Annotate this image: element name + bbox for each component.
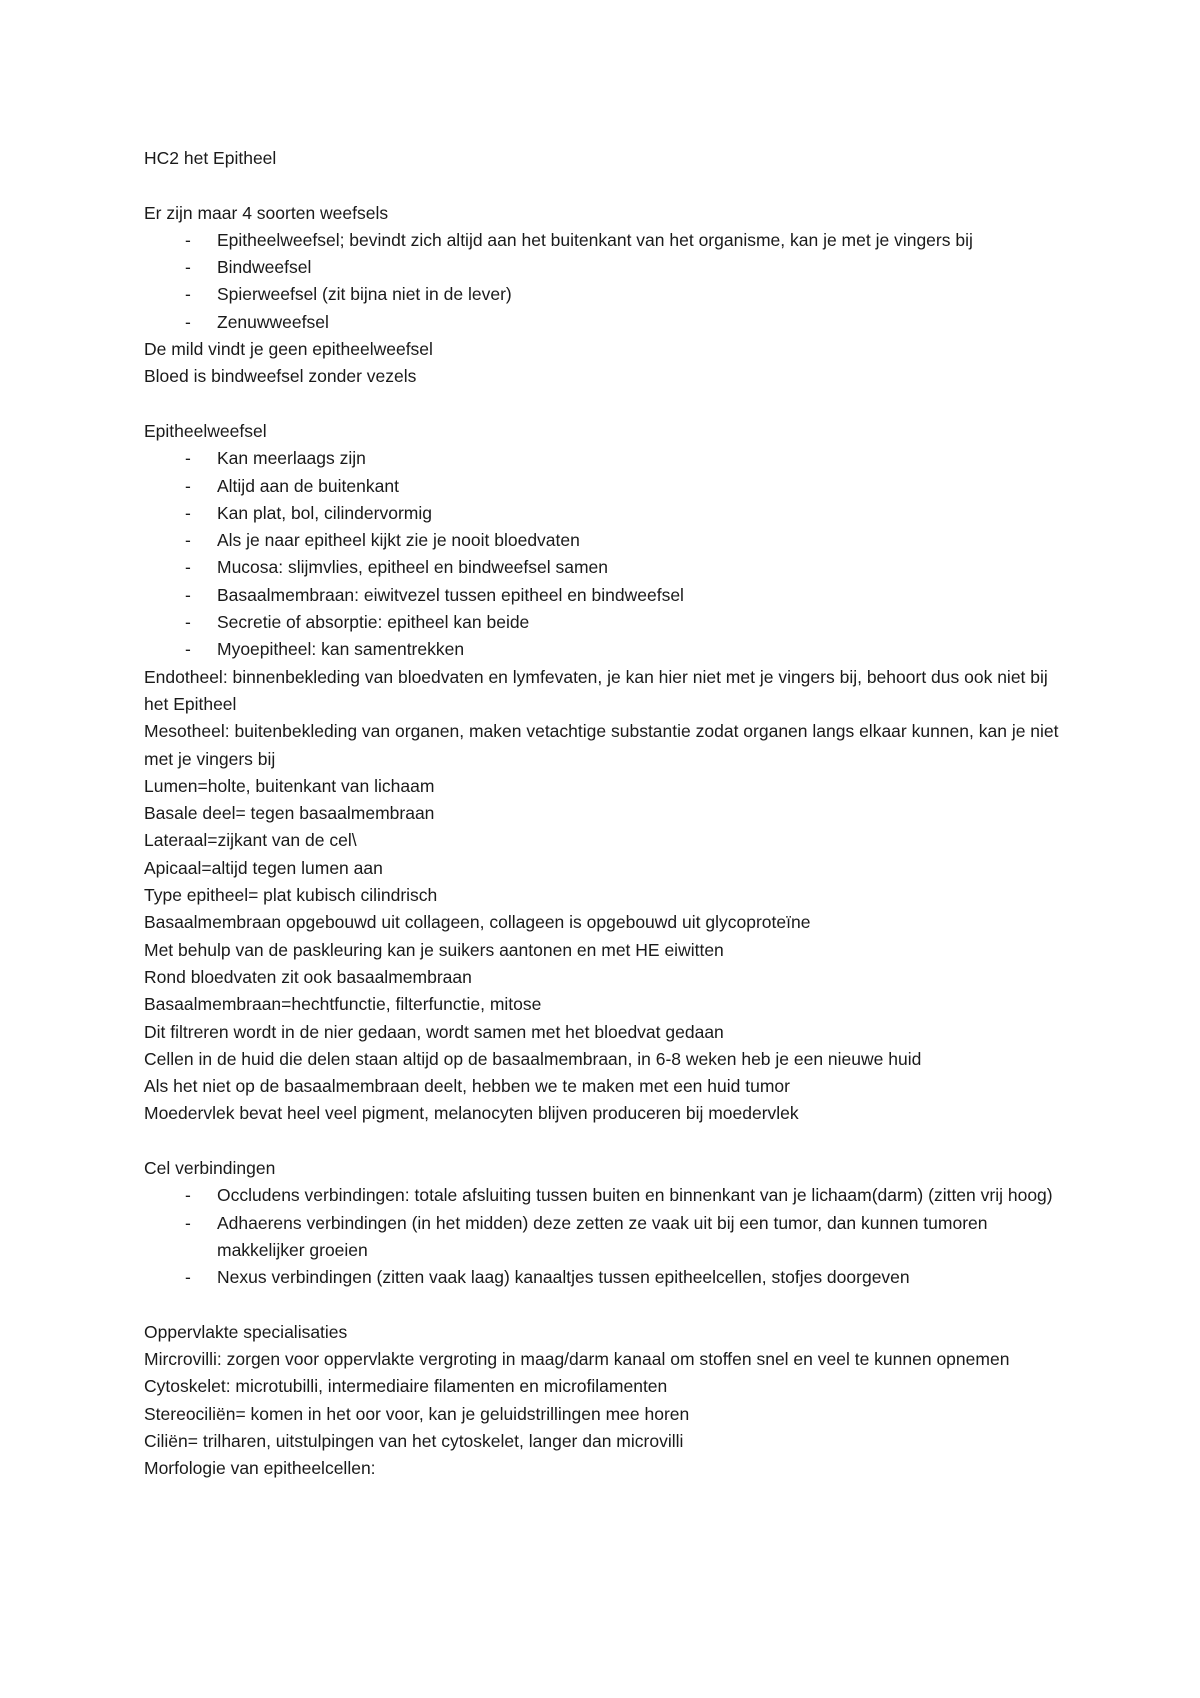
- list-item: [144, 582, 1064, 609]
- list-item-text: Nexus verbindingen (zitten vaak laag) kanaaltjes tussen epitheelcellen, stofjes doorgeven: [217, 1267, 910, 1288]
- document-page: [144, 145, 1064, 1483]
- tissue-types-list: [144, 227, 1064, 336]
- paragraph: Type epitheel= plat kubisch cilindrisch: [144, 885, 438, 906]
- paragraph: Endotheel: binnenbekleding van bloedvaten en lymfevaten, je kan hier niet met je vingers bij, behoort dus ook niet bij het Epitheel: [144, 666, 1048, 714]
- dash-bullet: -: [185, 584, 191, 605]
- epitheel-list: [144, 445, 1064, 663]
- list-item: [144, 473, 1064, 500]
- dash-bullet: -: [185, 530, 191, 551]
- list-item: [144, 527, 1064, 554]
- dash-bullet: -: [185, 475, 191, 496]
- list-item: [144, 227, 1064, 254]
- list-item-text: Als je naar epitheel kijkt zie je nooit bloedvaten: [217, 530, 580, 551]
- paragraph: Apicaal=altijd tegen lumen aan: [144, 857, 383, 878]
- dash-bullet: -: [185, 557, 191, 578]
- list-item: [144, 1182, 1064, 1209]
- list-item-text: Basaalmembraan: eiwitvezel tussen epitheel en bindweefsel: [217, 584, 684, 605]
- dash-bullet: -: [185, 311, 191, 332]
- paragraph: Morfologie van epitheelcellen:: [144, 1458, 376, 1479]
- dash-bullet: -: [185, 612, 191, 633]
- list-item: [144, 636, 1064, 663]
- paragraph: Als het niet op de basaalmembraan deelt, hebben we te maken met een huid tumor: [144, 1076, 790, 1097]
- intro-text: Er zijn maar 4 soorten weefsels: [144, 202, 389, 223]
- list-item-text: Mucosa: slijmvlies, epitheel en bindweefsel samen: [217, 557, 609, 578]
- list-item-text: Myoepitheel: kan samentrekken: [217, 639, 465, 660]
- list-item-text: Secretie of absorptie: epitheel kan beide: [217, 612, 530, 633]
- list-item-text: Altijd aan de buitenkant: [217, 475, 399, 496]
- dash-bullet: -: [185, 1267, 191, 1288]
- paragraph: Lateraal=zijkant van de cel\: [144, 830, 357, 851]
- paragraph: Rond bloedvaten zit ook basaalmembraan: [144, 966, 472, 987]
- list-item-text: Bindweefsel: [217, 257, 312, 278]
- paragraph: Bloed is bindweefsel zonder vezels: [144, 366, 417, 387]
- list-item-text: Spierweefsel (zit bijna niet in de lever): [217, 284, 512, 305]
- list-item-text: Adhaerens verbindingen (in het midden) deze zetten ze vaak uit bij een tumor, dan kunnen tumoren makkelijker groeien: [217, 1212, 988, 1260]
- document-title: HC2 het Epitheel: [144, 148, 277, 168]
- spacer: [144, 172, 1064, 199]
- list-item: [144, 1264, 1064, 1291]
- list-item-text: Epitheelweefsel; bevindt zich altijd aan het buitenkant van het organisme, kan je met je vingers bij: [217, 229, 973, 250]
- dash-bullet: -: [185, 639, 191, 660]
- paragraph: Basaalmembraan=hechtfunctie, filterfunctie, mitose: [144, 994, 542, 1015]
- paragraph: Mircrovilli: zorgen voor oppervlakte vergroting in maag/darm kanaal om stoffen snel en veel te kunnen opnemen: [144, 1349, 1010, 1370]
- list-item: [144, 609, 1064, 636]
- paragraph: Cellen in de huid die delen staan altijd op de basaalmembraan, in 6-8 weken heb je een nieuwe huid: [144, 1048, 922, 1069]
- section-heading-epitheel: Epitheelweefsel: [144, 420, 267, 441]
- list-item-text: Kan meerlaags zijn: [217, 448, 366, 469]
- paragraph: De mild vindt je geen epitheelweefsel: [144, 339, 433, 360]
- list-item-text: Zenuwweefsel: [217, 311, 329, 332]
- list-item: [144, 554, 1064, 581]
- section-heading-cel-verbindingen: Cel verbindingen: [144, 1157, 276, 1178]
- list-item: [144, 254, 1064, 281]
- paragraph: Met behulp van de paskleuring kan je suikers aantonen en met HE eiwitten: [144, 939, 724, 960]
- spacer: [144, 1291, 1064, 1318]
- paragraph: Cytoskelet: microtubilli, intermediaire filamenten en microfilamenten: [144, 1376, 668, 1397]
- spacer: [144, 391, 1064, 418]
- dash-bullet: -: [185, 448, 191, 469]
- list-item: [144, 500, 1064, 527]
- list-item: [144, 1210, 1064, 1265]
- paragraph: Dit filtreren wordt in de nier gedaan, wordt samen met het bloedvat gedaan: [144, 1021, 724, 1042]
- list-item-text: Kan plat, bol, cilindervormig: [217, 502, 432, 523]
- section-heading-oppervlakte: Oppervlakte specialisaties: [144, 1321, 348, 1342]
- list-item: [144, 445, 1064, 472]
- paragraph: Stereociliën= komen in het oor voor, kan je geluidstrillingen mee horen: [144, 1403, 690, 1424]
- dash-bullet: -: [185, 1185, 191, 1206]
- list-item: [144, 309, 1064, 336]
- list-item-text: Occludens verbindingen: totale afsluiting tussen buiten en binnenkant van je lichaam(darm) (zitten vrij hoog): [217, 1185, 1053, 1206]
- paragraph: Basale deel= tegen basaalmembraan: [144, 803, 435, 824]
- paragraph: Moedervlek bevat heel veel pigment, melanocyten blijven produceren bij moedervlek: [144, 1103, 799, 1124]
- cel-verbindingen-list: [144, 1182, 1064, 1291]
- dash-bullet: -: [185, 284, 191, 305]
- dash-bullet: -: [185, 1212, 191, 1233]
- dash-bullet: -: [185, 229, 191, 250]
- spacer: [144, 1128, 1064, 1155]
- paragraph: Mesotheel: buitenbekleding van organen, maken vetachtige substantie zodat organen langs elkaar kunnen, kan je niet met je vingers bij: [144, 721, 1059, 769]
- paragraph: Lumen=holte, buitenkant van lichaam: [144, 775, 435, 796]
- list-item: [144, 281, 1064, 308]
- dash-bullet: -: [185, 257, 191, 278]
- paragraph: Ciliën= trilharen, uitstulpingen van het cytoskelet, langer dan microvilli: [144, 1430, 684, 1451]
- dash-bullet: -: [185, 502, 191, 523]
- paragraph: Basaalmembraan opgebouwd uit collageen, collageen is opgebouwd uit glycoproteïne: [144, 912, 811, 933]
